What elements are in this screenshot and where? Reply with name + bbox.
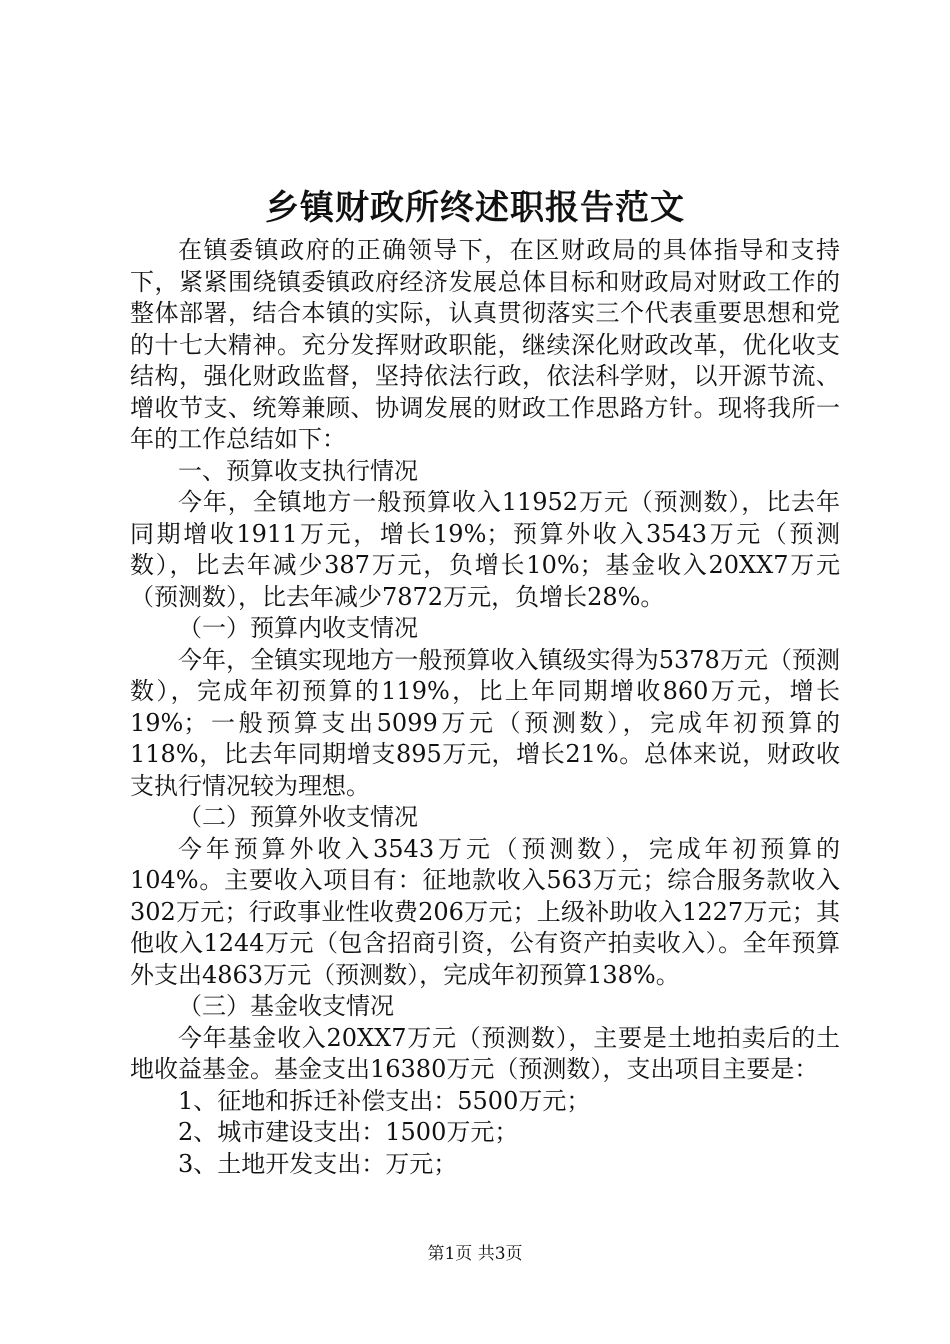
list-item: 2、城市建设支出：1500万元； bbox=[178, 1118, 519, 1146]
subsection-heading-3: （三）基金收支情况 bbox=[178, 992, 394, 1020]
paragraph-fund: 今年基金收入20XX7万元（预测数），主要是土地拍卖后的土地收益基金。基金支出16380万元（预测数），支出项目主要是： bbox=[130, 1023, 840, 1083]
subsection-heading-2: （二）预算外收支情况 bbox=[178, 803, 418, 831]
document-body bbox=[130, 235, 840, 1180]
paragraph-intro: 在镇委镇政府的正确领导下，在区财政局的具体指导和支持下，紧紧围绕镇委镇政府经济发展总体目标和财政局对财政工作的整体部署，结合本镇的实际，认真贯彻落实三个代表重要思想和党的十七大精神。充分发挥财政职能，继续深化财政改革，优化收支结构，强化财政监督，坚持依法行政，依法科学财，以开源节流、增收节支、统筹兼顾、协调发展的财政工作思路方针。现将我所一年的工作总结如下： bbox=[130, 236, 840, 453]
paragraph-extra-budget: 今年预算外收入3543万元（预测数），完成年初预算的104%。主要收入项目有：征地款收入563万元；综合服务款收入302万元；行政事业性收费206万元；上级补助收入1227万元；其他收入1244万元（包含招商引资，公有资产拍卖收入）。全年预算外支出4863万元（预测数），完成年初预算138%。 bbox=[130, 834, 840, 989]
list-item: 1、征地和拆迁补偿支出：5500万元； bbox=[178, 1086, 591, 1115]
paragraph-budget-summary: 今年，全镇地方一般预算收入11952万元（预测数），比去年同期增收1911万元，增长19%；预算外收入3543万元（预测数），比去年减少387万元，负增长10%；基金收入20XX7万元（预测数），比去年减少7872万元，负增长28%。 bbox=[130, 488, 840, 611]
subsection-heading-1: （一）预算内收支情况 bbox=[178, 614, 418, 642]
document-title: 乡镇财政所终述职报告范文 bbox=[265, 188, 685, 228]
page-number-footer: 第1页 共3页 bbox=[427, 1244, 523, 1264]
section-heading-1: 一、预算收支执行情况 bbox=[178, 456, 418, 485]
list-item: 3、土地开发支出：万元； bbox=[178, 1149, 458, 1178]
paragraph-in-budget: 今年，全镇实现地方一般预算收入镇级实得为5378万元（预测数），完成年初预算的119%，比上年同期增收860万元，增长19%；一般预算支出5099万元（预测数），完成年初预算的118%，比去年同期增支895万元，增长21%。总体来说，财政收支执行情况较为理想。 bbox=[130, 645, 840, 800]
